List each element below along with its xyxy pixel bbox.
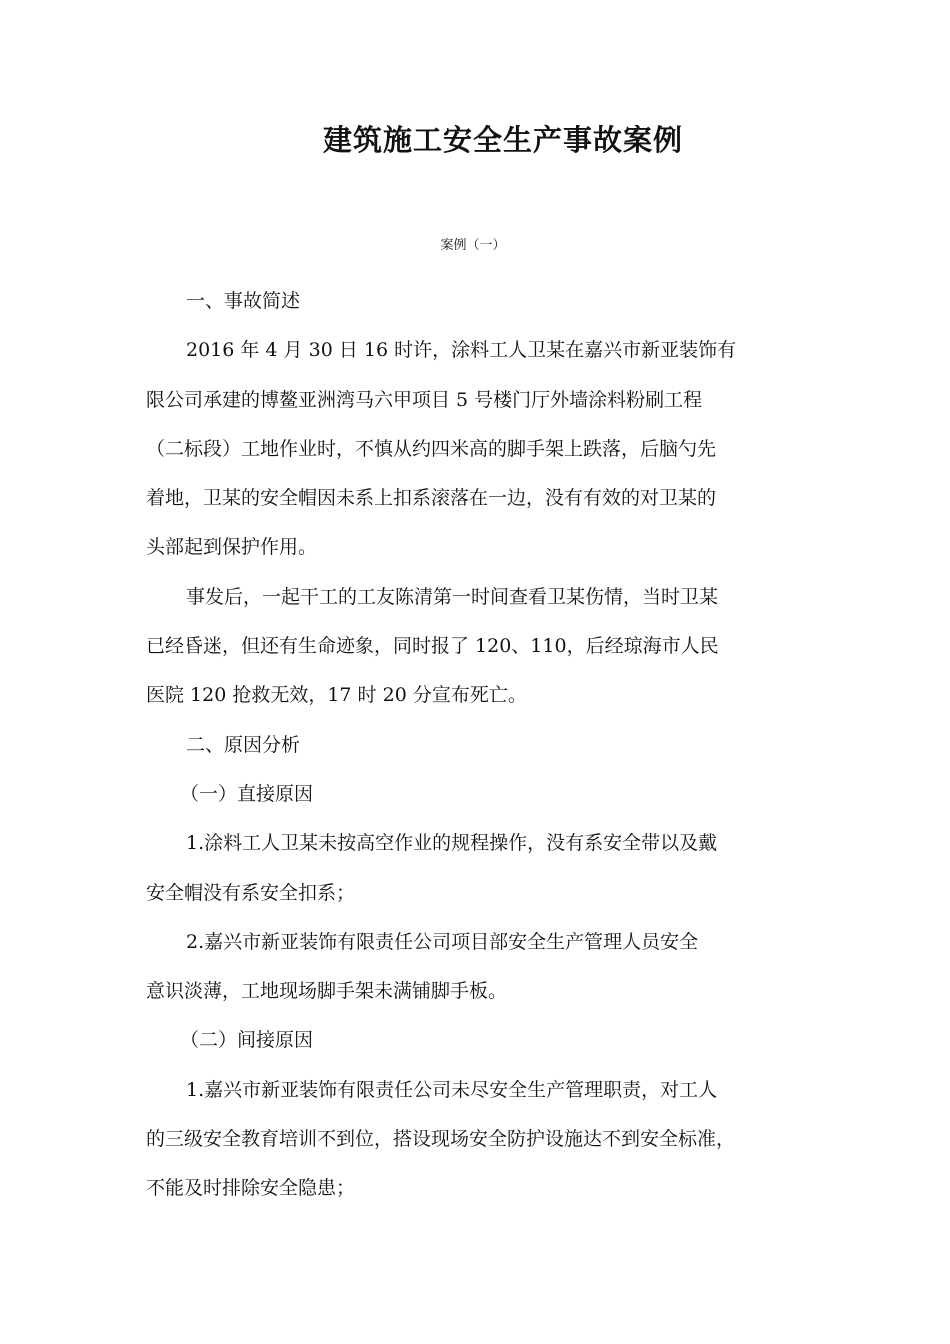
paragraph-line: 事发后，一起干工的工友陈清第一时间查看卫某伤情，当时卫某 — [186, 585, 719, 608]
paragraph-line: 医院 120 抢救无效，17 时 20 分宣布死亡。 — [146, 684, 527, 707]
case-subtitle: 案例（一） — [440, 238, 506, 253]
paragraph-line: 意识淡薄，工地现场脚手架未满铺脚手板。 — [146, 980, 508, 1003]
paragraph-line: 不能及时排除安全隐患； — [146, 1177, 356, 1200]
paragraph-line: 安全帽没有系安全扣系； — [146, 881, 356, 904]
document-body — [146, 277, 822, 1214]
section-heading-summary: 一、事故简述 — [186, 290, 301, 312]
paragraph-line: 头部起到保护作用。 — [146, 536, 318, 559]
paragraph-line: 已经昏迷，但还有生命迹象，同时报了 120、110，后经琼海市人民 — [146, 635, 719, 658]
document-title: 建筑施工安全生产事故案例 — [322, 123, 683, 157]
paragraph-line: 1.涂料工人卫某未按高空作业的规程操作，没有系安全带以及戴 — [186, 832, 718, 855]
subsection-heading-direct: （一）直接原因 — [180, 782, 314, 805]
paragraph-line: 限公司承建的博鳌亚洲湾马六甲项目 5 号楼门厅外墙涂料粉刷工程 — [146, 388, 703, 411]
paragraph-line: 着地，卫某的安全帽因未系上扣系滚落在一边，没有有效的对卫某的 — [146, 487, 717, 510]
paragraph-line: 的三级安全教育培训不到位，搭设现场安全防护设施达不到安全标准， — [146, 1128, 736, 1151]
paragraph-line: （二标段）工地作业时，不慎从约四米高的脚手架上跌落，后脑勺先 — [146, 437, 717, 460]
paragraph-line: 1.嘉兴市新亚装饰有限责任公司未尽安全生产管理职责，对工人 — [186, 1078, 718, 1101]
paragraph-line: 2016 年 4 月 30 日 16 时许，涂料工人卫某在嘉兴市新亚装饰有 — [186, 339, 737, 362]
section-heading-analysis: 二、原因分析 — [186, 733, 301, 756]
subsection-heading-indirect: （二）间接原因 — [180, 1029, 314, 1052]
paragraph-line: 2.嘉兴市新亚装饰有限责任公司项目部安全生产管理人员安全 — [186, 930, 699, 953]
